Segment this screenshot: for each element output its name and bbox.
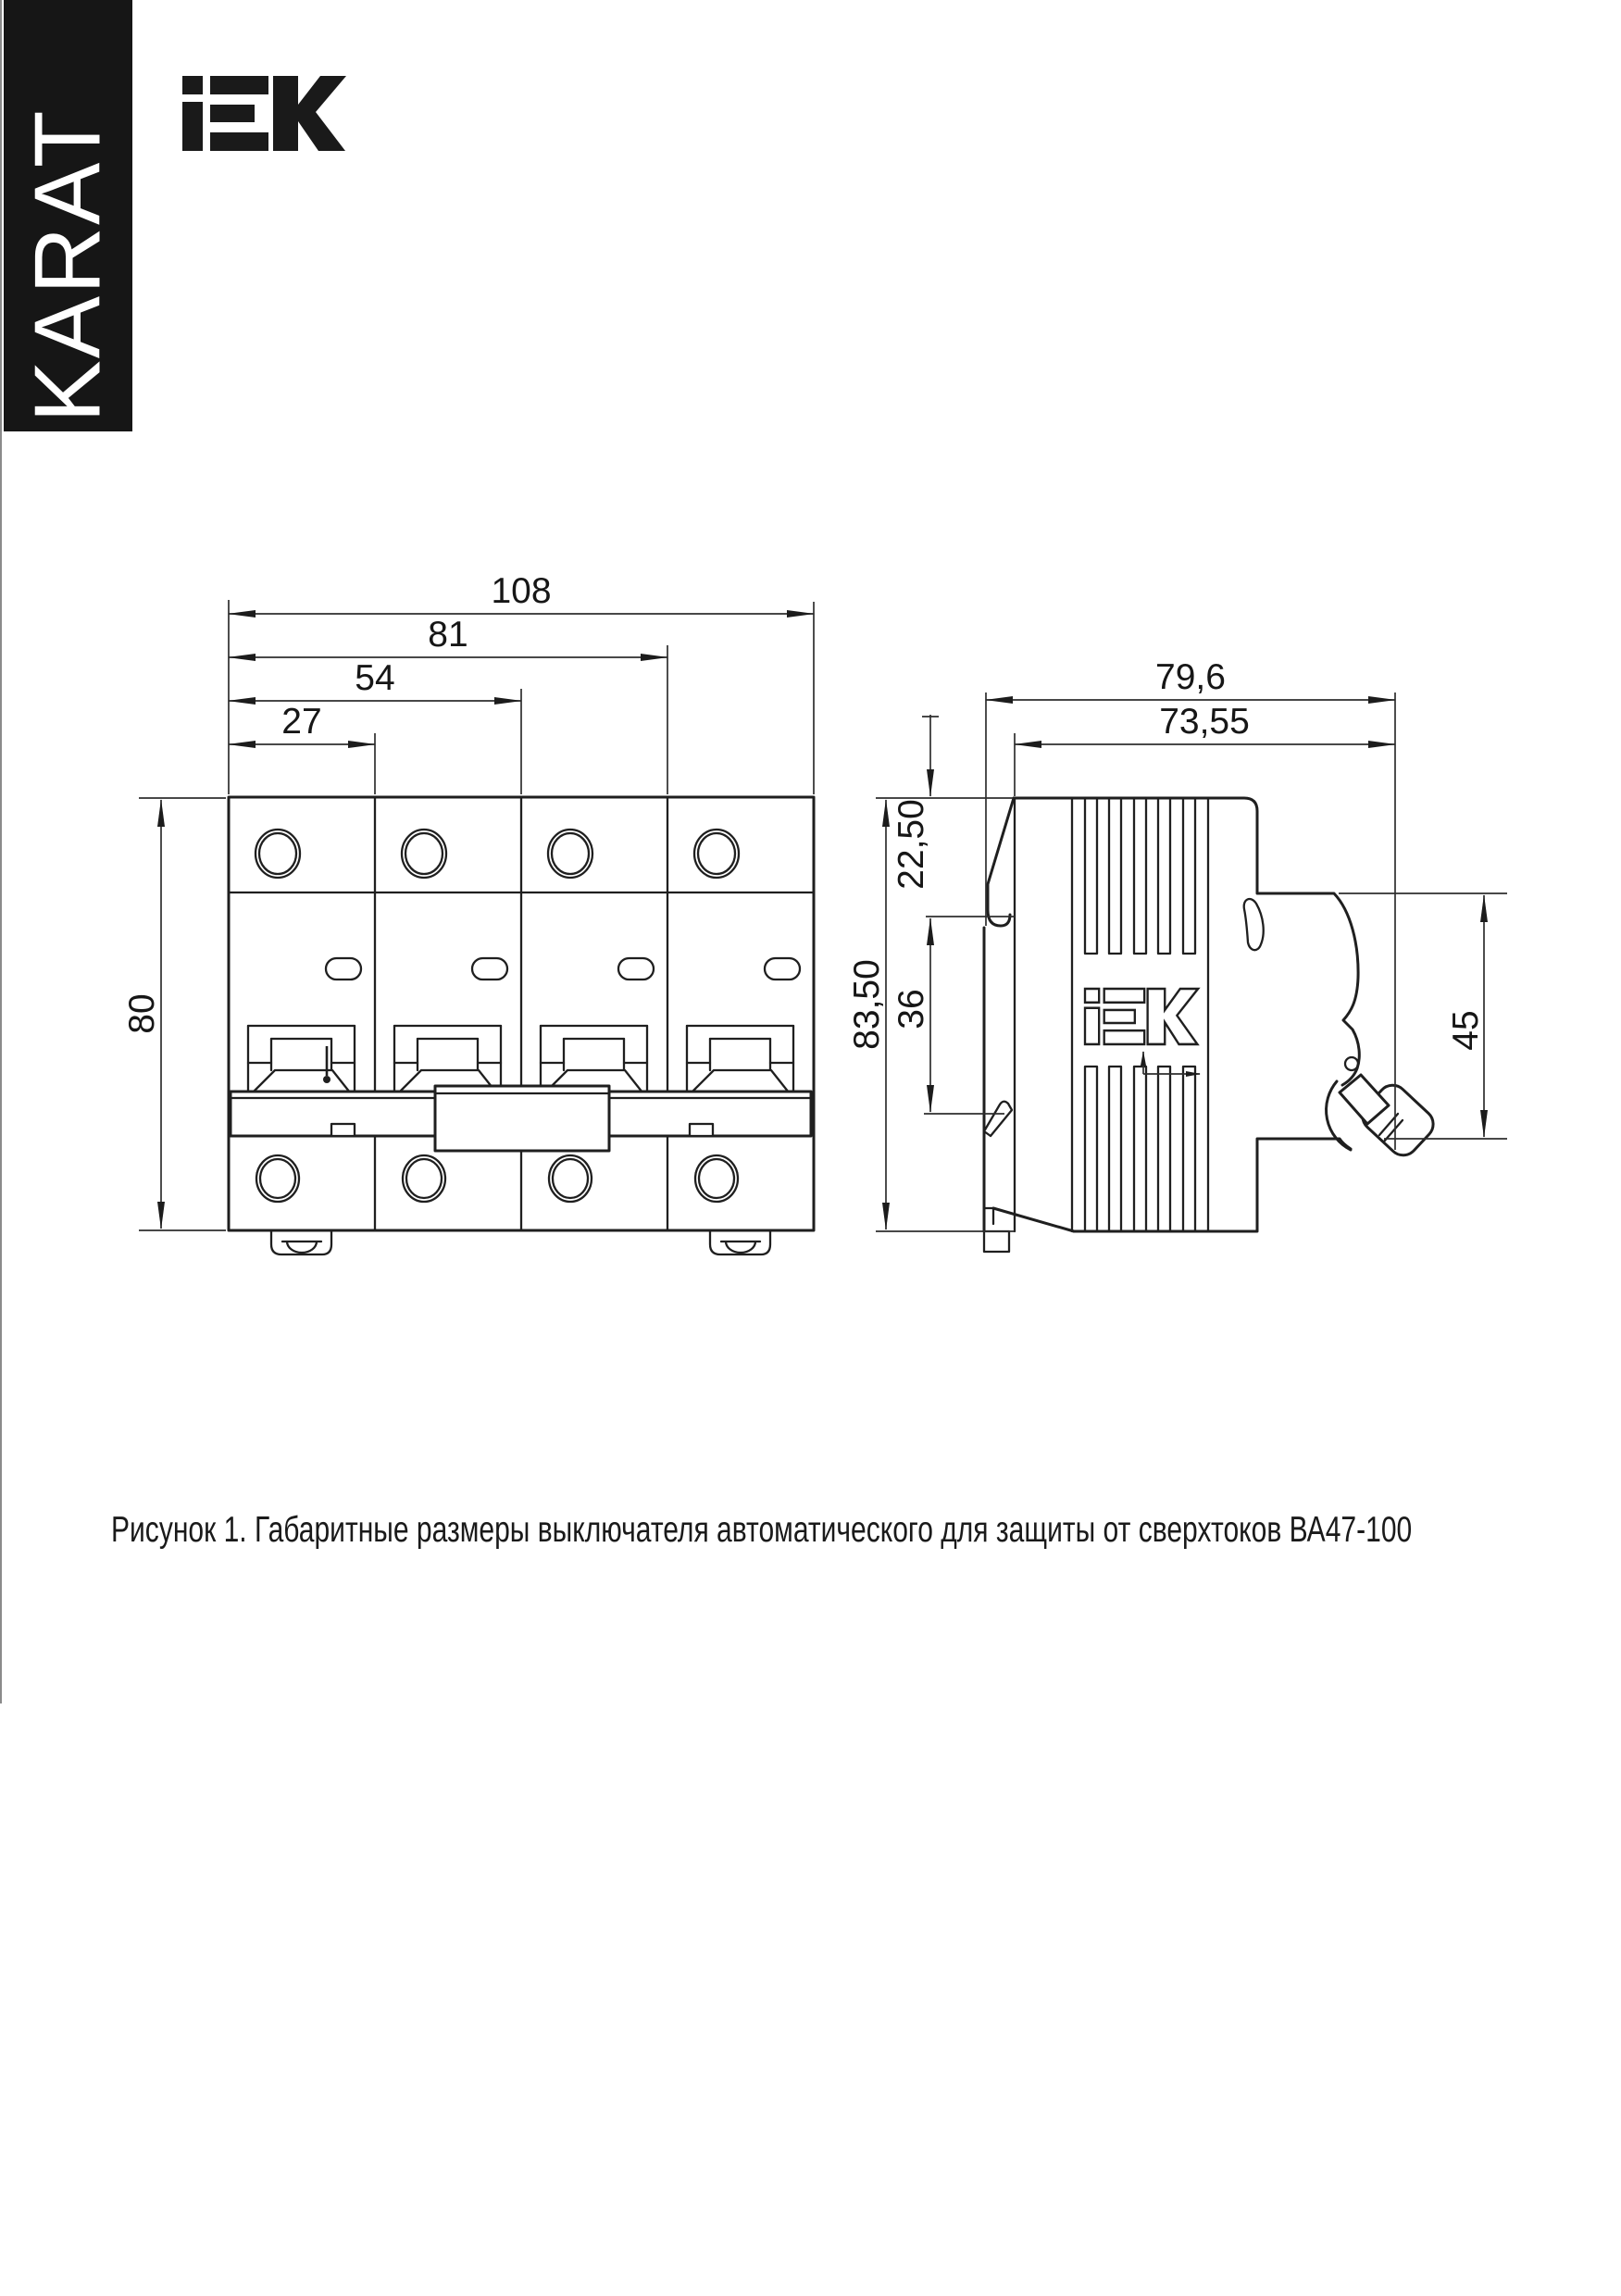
vent-ribs-upper (1085, 798, 1195, 954)
front-view (229, 797, 814, 1254)
din-clip-right (710, 1230, 770, 1254)
din-latch (984, 1102, 1012, 1136)
dim-label-108: 108 (491, 571, 552, 611)
crossbar-notch-right (690, 1124, 713, 1136)
crossbar-center-plate (435, 1086, 609, 1151)
dim-label-79-6: 79,6 (1155, 657, 1226, 697)
toggle-lever-side (1327, 1075, 1440, 1161)
dim-label-27: 27 (281, 702, 322, 742)
karat-banner-text: KARAT (16, 108, 119, 423)
iek-logo-embossed (1085, 989, 1198, 1044)
dim-label-80: 80 (122, 993, 162, 1034)
side-view (984, 798, 1440, 1252)
pivot-hole (1345, 1057, 1358, 1070)
rear-bevel-hook (988, 798, 1014, 926)
figure-caption: Рисунок 1. Габаритные размеры выключателя автоматического для защиты от сверхтоков ВА47-100 (111, 1510, 1413, 1550)
side-body-outline (1014, 798, 1359, 1085)
side-body-bottom (1074, 1139, 1351, 1231)
din-clip-foot (984, 1231, 1009, 1252)
dim-label-22-50: 22,50 (892, 799, 931, 890)
logo-reference-arrows (1143, 1052, 1200, 1074)
vent-ribs-lower (1085, 1067, 1195, 1231)
dim-label-36: 36 (892, 989, 931, 1029)
rear-bottom-bevel (993, 1208, 1074, 1231)
face-curved-slot (1244, 899, 1264, 950)
dim-label-81: 81 (428, 615, 468, 655)
dim-label-45: 45 (1446, 1010, 1486, 1051)
crossbar-notch-left (331, 1124, 355, 1136)
dim-label-54: 54 (355, 658, 395, 698)
dim-label-73-55: 73,55 (1159, 702, 1250, 742)
dim-label-83-50: 83,50 (847, 959, 887, 1050)
din-clip-left (271, 1230, 331, 1254)
